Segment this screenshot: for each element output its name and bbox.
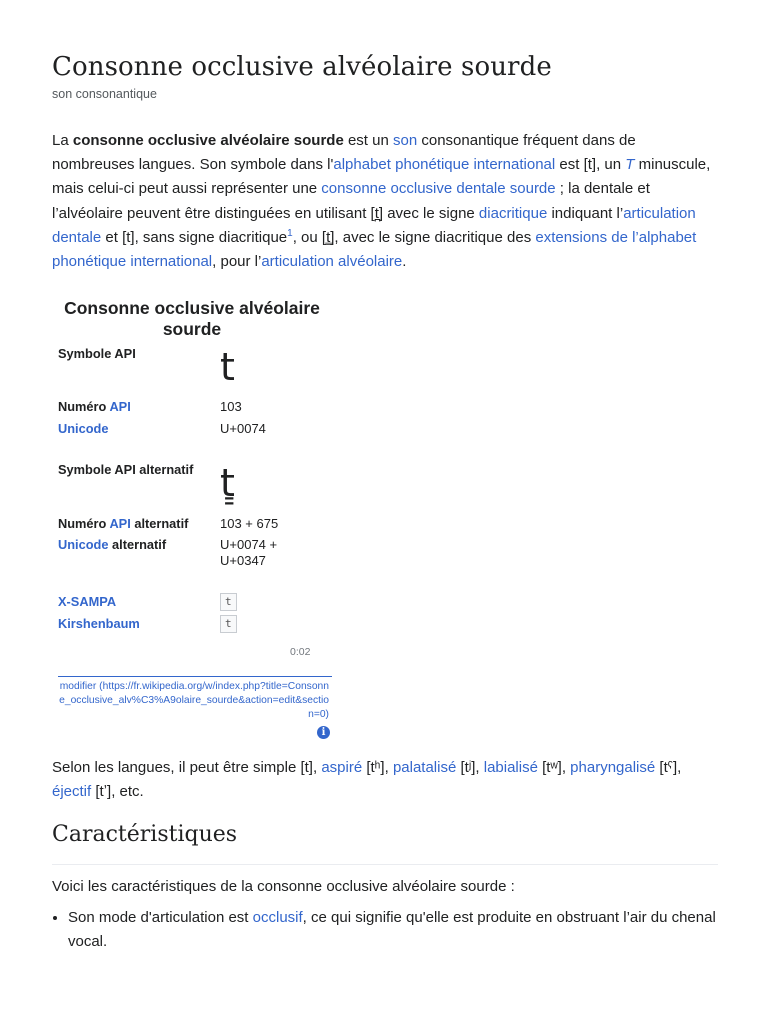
infobox-label xyxy=(58,537,166,552)
page-subtitle: son consonantique xyxy=(52,87,157,101)
para-text: [tˤ], xyxy=(655,759,682,776)
link-diacritique[interactable]: diacritique xyxy=(478,204,548,222)
intro-paragraph xyxy=(52,129,718,274)
intro-text: , pour l’ xyxy=(212,253,262,271)
alt-unicode-line: U+0347 xyxy=(220,553,266,568)
infobox xyxy=(52,298,332,738)
intro-text: est [t], un xyxy=(555,156,626,174)
infobox-label xyxy=(58,516,188,531)
intro-text: consonantique fréquent dans de nombreuses langues. Son symbole dans l' xyxy=(52,132,636,174)
reference-link[interactable]: 1 xyxy=(287,227,293,239)
link-ejectif[interactable]: éjectif xyxy=(52,783,92,801)
link-kirshenbaum[interactable]: Kirshenbaum xyxy=(58,616,140,631)
intro-text: , ou [t͇], avec le signe diacritique des xyxy=(292,228,536,246)
page-title: Consonne occlusive alvéolaire sourde xyxy=(52,52,552,82)
list-text: , ce qui signifie qu'elle est produite en obstruant l’air du chenal vocal. xyxy=(68,909,716,951)
modify-link[interactable]: modifier (https://fr.wikipedia.org/w/index.php?title=Consonne_occlusive_alv%C3%A9olaire_sourde&action=edit&section=0) xyxy=(59,681,329,720)
xsampa-code: t xyxy=(220,593,237,611)
link-son[interactable]: son xyxy=(393,132,418,149)
alt-unicode-line: U+0074 + xyxy=(220,537,278,552)
unicode-value: U+0074 xyxy=(220,421,266,436)
infobox-divider xyxy=(58,676,332,677)
link-unicode[interactable]: Unicode xyxy=(58,421,109,436)
ipa-alt-symbol: t͇ xyxy=(220,461,235,505)
link-api[interactable]: API xyxy=(109,516,131,531)
infobox-label: Symbole API alternatif xyxy=(58,462,194,477)
intro-bold-term: consonne occlusive alvéolaire sourde xyxy=(72,132,344,149)
link-palatalise[interactable]: palatalisé xyxy=(392,759,457,776)
section-divider xyxy=(52,864,718,865)
label-text: alternatif xyxy=(108,537,167,552)
para-text: [tʲ], xyxy=(456,759,484,776)
section-intro: Voici les caractéristiques de la consonne occlusive alvéolaire sourde : xyxy=(52,878,515,895)
alt-unicode-value xyxy=(220,537,277,569)
kirshenbaum-code: t xyxy=(220,615,237,633)
link-pharyngalise[interactable]: pharyngalisé xyxy=(570,759,656,776)
link-x-sampa[interactable]: X-SAMPA xyxy=(58,594,117,609)
link-unicode[interactable]: Unicode xyxy=(58,537,109,552)
characteristics-list xyxy=(52,906,734,954)
list-item xyxy=(68,906,734,954)
numero-value: 103 xyxy=(220,399,242,414)
intro-text: et [t], sans signe diacritique xyxy=(101,228,288,246)
link-T-label: T xyxy=(625,156,635,174)
link-aspire[interactable]: aspiré xyxy=(321,759,363,776)
para-text: [tʷ], xyxy=(537,759,571,776)
intro-text: minuscule, mais celui-ci peut aussi représenter une xyxy=(52,156,711,198)
ipa-symbol: t xyxy=(220,345,235,389)
para-text: [tʼ], etc. xyxy=(91,783,144,801)
link-occlusif[interactable]: occlusif xyxy=(252,909,303,926)
label-text: Numéro xyxy=(58,516,110,531)
intro-text: indiquant l’ xyxy=(547,204,624,222)
link-extensions-api[interactable]: extensions de l’alphabet phonétique international xyxy=(52,228,697,271)
para-text: [tʰ], xyxy=(362,759,393,776)
audio-duration[interactable]: 0:02 xyxy=(290,646,311,658)
link-articulation-dentale[interactable]: articulation dentale xyxy=(52,204,696,246)
variants-paragraph xyxy=(52,756,718,804)
kirshenbaum-value xyxy=(220,615,237,633)
label-text: alternatif xyxy=(130,516,189,531)
infobox-label xyxy=(58,399,131,414)
link-alphabet-phonetique[interactable]: alphabet phonétique international xyxy=(333,156,556,174)
list-text: Son mode d'articulation est xyxy=(68,909,253,926)
alt-numero-value: 103 + 675 xyxy=(220,516,279,531)
intro-text: La xyxy=(52,132,73,149)
link-labialise[interactable]: labialisé xyxy=(483,759,538,776)
link-consonne-dentale[interactable]: consonne occlusive dentale sourde xyxy=(321,180,556,198)
infobox-label: Symbole API xyxy=(58,346,136,361)
intro-text: . xyxy=(402,253,407,271)
intro-text: ; la dentale et l’alvéolaire peuvent être distinguées en utilisant [t̪] avec le signe xyxy=(52,180,650,222)
infobox-title: Consonne occlusive alvéolaire sourde xyxy=(64,298,320,339)
info-icon[interactable]: i xyxy=(317,726,330,739)
section-heading: Caractéristiques xyxy=(52,822,238,847)
para-text: Selon les langues, il peut être simple [t], xyxy=(52,759,322,776)
intro-text: est un xyxy=(343,132,393,149)
link-api[interactable]: API xyxy=(109,399,131,414)
xsampa-value xyxy=(220,593,237,611)
label-text: Numéro xyxy=(58,399,110,414)
link-articulation-alveolaire[interactable]: articulation alvéolaire xyxy=(261,253,403,271)
